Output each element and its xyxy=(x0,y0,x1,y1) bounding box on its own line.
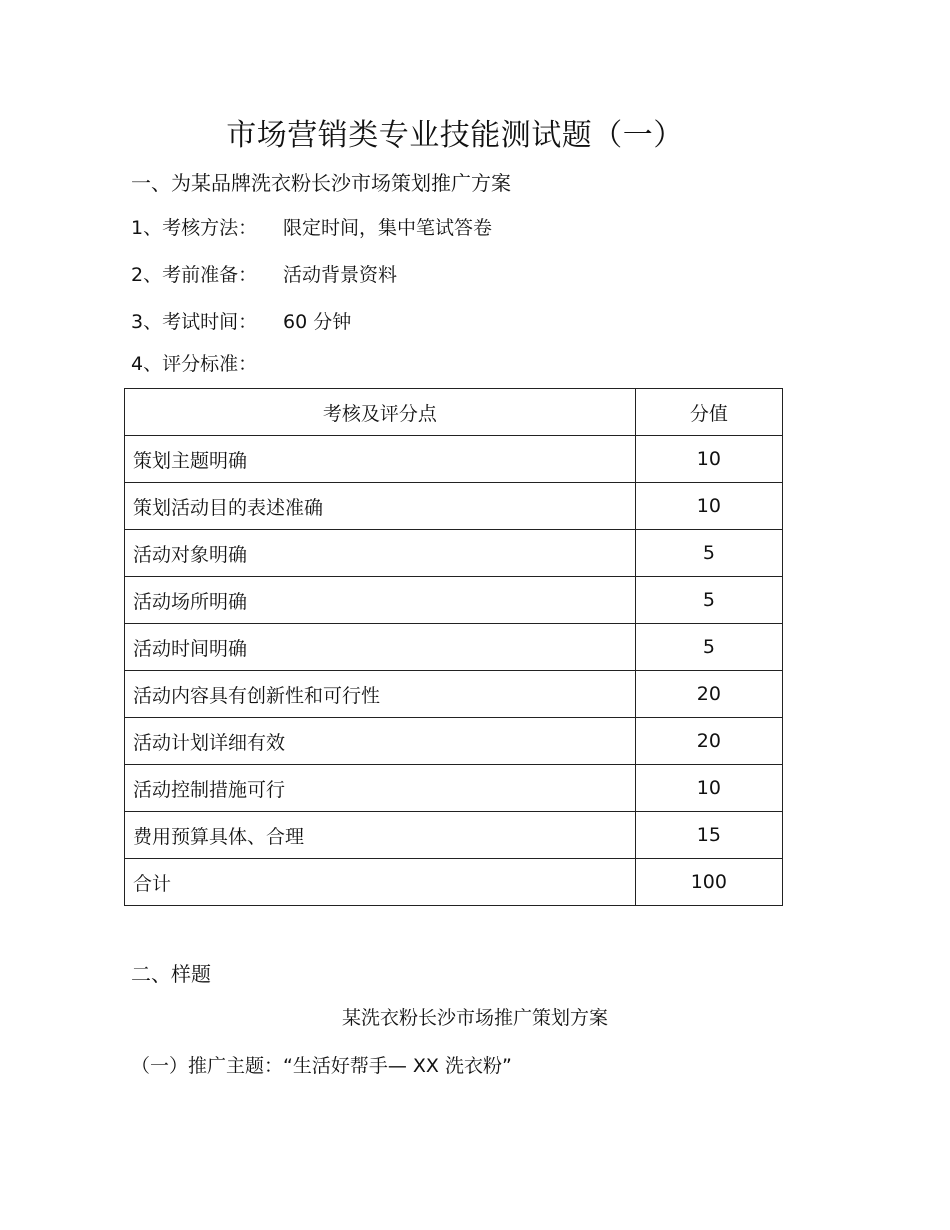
row-score: 20 xyxy=(635,671,782,718)
sample-title: 某洗衣粉长沙市场推广策划方案 xyxy=(341,1007,608,1029)
table-row xyxy=(125,483,783,530)
info-value: 活动背景资料 xyxy=(283,264,398,286)
row-score: 5 xyxy=(635,530,782,577)
section-heading-1: 一、为某品牌洗衣粉长沙市场策划推广方案 xyxy=(131,171,511,195)
scoring-table xyxy=(124,388,783,906)
row-score: 15 xyxy=(635,812,782,859)
row-item: 策划活动目的表述准确 xyxy=(125,483,636,530)
row-item: 活动控制措施可行 xyxy=(125,765,636,812)
info-label: 3、考试时间： xyxy=(131,311,258,333)
theme-line: （一）推广主题：“生活好帮手— XX 洗衣粉” xyxy=(131,1055,512,1077)
row-score: 100 xyxy=(635,859,782,906)
header-score: 分值 xyxy=(635,389,782,436)
document-title: 市场营销类专业技能测试题（一） xyxy=(226,118,684,153)
table-row xyxy=(125,671,783,718)
row-item: 活动时间明确 xyxy=(125,624,636,671)
row-item: 费用预算具体、合理 xyxy=(125,812,636,859)
info-label: 2、考前准备： xyxy=(131,264,258,286)
table-row xyxy=(125,765,783,812)
section-heading-2: 二、样题 xyxy=(131,962,211,986)
table-row xyxy=(125,577,783,624)
row-item: 合计 xyxy=(125,859,636,906)
row-score: 5 xyxy=(635,624,782,671)
row-item: 活动计划详细有效 xyxy=(125,718,636,765)
row-item: 活动对象明确 xyxy=(125,530,636,577)
table-row xyxy=(125,624,783,671)
row-score: 10 xyxy=(635,436,782,483)
info-value: 限定时间，集中笔试答卷 xyxy=(283,217,493,239)
info-line-method xyxy=(131,214,492,242)
table-row xyxy=(125,436,783,483)
table-row xyxy=(125,812,783,859)
row-score: 20 xyxy=(635,718,782,765)
row-item: 策划主题明确 xyxy=(125,436,636,483)
row-score: 10 xyxy=(635,765,782,812)
header-item: 考核及评分点 xyxy=(125,389,636,436)
row-score: 10 xyxy=(635,483,782,530)
info-line-time xyxy=(131,308,351,336)
info-value: 60 分钟 xyxy=(283,311,352,333)
table-header-row xyxy=(125,389,783,436)
table-row xyxy=(125,718,783,765)
row-item: 活动内容具有创新性和可行性 xyxy=(125,671,636,718)
info-label: 1、考核方法： xyxy=(131,217,258,239)
info-label: 4、评分标准： xyxy=(131,353,258,375)
table-total-row xyxy=(125,859,783,906)
info-line-preparation xyxy=(131,261,397,289)
row-item: 活动场所明确 xyxy=(125,577,636,624)
row-score: 5 xyxy=(635,577,782,624)
table-row xyxy=(125,530,783,577)
info-line-criteria xyxy=(131,350,257,378)
